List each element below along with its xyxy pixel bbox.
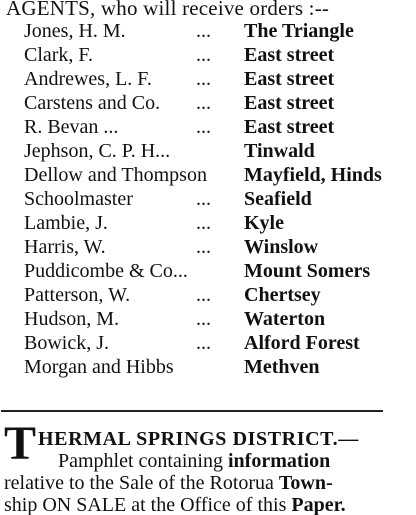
agent-place: Winslow: [244, 236, 319, 258]
notice-line-3: [4, 472, 333, 494]
notice-line-4-bold: Paper.: [291, 494, 346, 515]
agent-place: Tinwald: [244, 140, 315, 162]
agent-dots: ...: [196, 116, 211, 138]
agent-dots: ...: [196, 284, 211, 306]
agent-dots: ...: [196, 332, 211, 354]
agent-name: Clark, F.: [24, 44, 93, 66]
agents-header: AGENTS, who will receive orders :--: [6, 0, 330, 20]
agent-place: Mount Somers: [244, 260, 371, 282]
agent-dots: ...: [196, 68, 211, 90]
notice-line-2: [58, 450, 330, 472]
agent-name: R. Bevan ...: [24, 116, 119, 138]
agent-dots: ...: [196, 212, 211, 234]
agent-place: East street: [244, 92, 335, 114]
agent-name: Schoolmaster: [24, 188, 133, 210]
agent-name: Jephson, C. P. H...: [24, 140, 171, 162]
drop-cap: T: [4, 417, 37, 470]
agent-place: The Triangle: [244, 20, 354, 42]
notice-title: HERMAL SPRINGS DISTRICT.—: [38, 428, 359, 450]
section-divider: [1, 410, 383, 412]
agent-name: Puddicombe & Co...: [24, 260, 188, 282]
agent-place: East street: [244, 68, 335, 90]
agent-place: Alford Forest: [244, 332, 360, 354]
agent-dots: ...: [196, 20, 211, 42]
agent-dots: ...: [196, 308, 211, 330]
agent-name: Andrewes, L. F.: [24, 68, 152, 90]
notice-line-2-text: Pamphlet containing: [58, 450, 228, 472]
agent-name: Patterson, W.: [24, 284, 131, 306]
agent-place: East street: [244, 44, 335, 66]
agent-place: Methven: [244, 356, 320, 378]
agent-name: Morgan and Hibbs: [24, 356, 174, 378]
agent-dots: ...: [196, 92, 211, 114]
agent-name: Bowick, J.: [24, 332, 109, 354]
notice-line-4: [4, 494, 346, 515]
agent-name: Dellow and Thompson: [24, 164, 207, 186]
notice-line-3-text: relative to the Sale of the Rotorua: [4, 472, 279, 494]
agent-name: Carstens and Co.: [24, 92, 161, 114]
agent-place: Waterton: [244, 308, 326, 330]
notice-line-2-bold: information: [227, 450, 331, 472]
agent-dots: ...: [196, 236, 211, 258]
agent-name: Jones, H. M.: [24, 20, 126, 42]
notice-line-4-text: ship ON SALE at the Office of this: [4, 494, 292, 515]
agent-place: East street: [244, 116, 335, 138]
agent-place: Chertsey: [244, 284, 321, 306]
agent-place: Mayfield, Hinds: [244, 164, 382, 186]
agent-dots: ...: [196, 188, 211, 210]
agent-place: Seafield: [244, 188, 312, 210]
notice-line-3-bold: Town-: [278, 472, 333, 494]
agent-name: Harris, W.: [24, 236, 106, 258]
agent-name: Lambie, J.: [24, 212, 108, 234]
agent-place: Kyle: [244, 212, 284, 234]
agent-name: Hudson, M.: [24, 308, 120, 330]
agent-dots: ...: [196, 44, 211, 66]
